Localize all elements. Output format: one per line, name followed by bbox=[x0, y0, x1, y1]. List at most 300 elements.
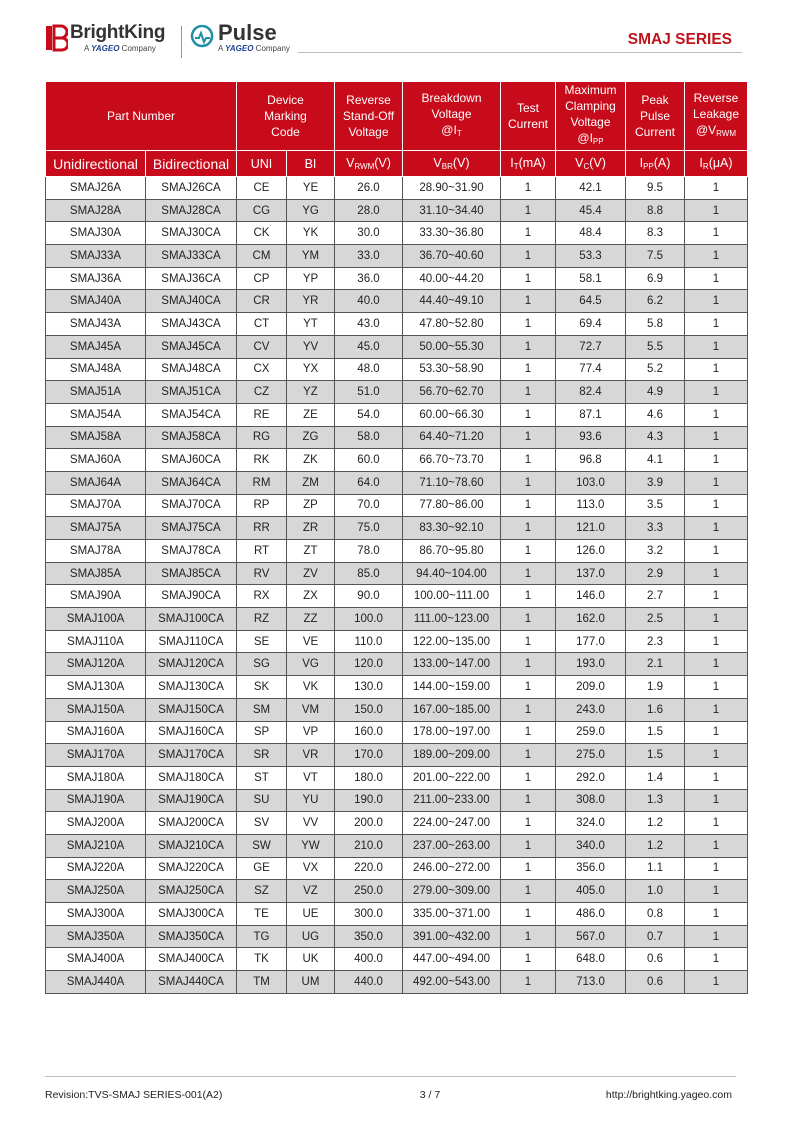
cell-bi-code: ZP bbox=[287, 494, 335, 517]
cell-vc: 292.0 bbox=[556, 766, 626, 789]
cell-ipp: 1.5 bbox=[626, 721, 685, 744]
col-peak-pulse: Peak Pulse Current bbox=[626, 82, 685, 151]
cell-bi-part: SMAJ78CA bbox=[146, 540, 237, 563]
table-row bbox=[46, 449, 748, 472]
cell-bi-code: VR bbox=[287, 744, 335, 767]
spec-table-body bbox=[46, 177, 748, 994]
cell-uni-part: SMAJ400A bbox=[46, 948, 146, 971]
cell-ir: 1 bbox=[685, 381, 748, 404]
cell-bi-code: YM bbox=[287, 245, 335, 268]
cell-vrwm: 350.0 bbox=[335, 925, 403, 948]
cell-bi-code: YX bbox=[287, 358, 335, 381]
cell-bi-part: SMAJ58CA bbox=[146, 426, 237, 449]
cell-vbr: 279.00~309.00 bbox=[403, 880, 501, 903]
table-row bbox=[46, 222, 748, 245]
cell-vbr: 28.90~31.90 bbox=[403, 177, 501, 200]
cell-uni-part: SMAJ45A bbox=[46, 335, 146, 358]
cell-vrwm: 160.0 bbox=[335, 721, 403, 744]
table-row bbox=[46, 381, 748, 404]
cell-uni-code: RP bbox=[237, 494, 287, 517]
cell-ir: 1 bbox=[685, 630, 748, 653]
cell-uni-part: SMAJ64A bbox=[46, 471, 146, 494]
cell-bi-part: SMAJ26CA bbox=[146, 177, 237, 200]
cell-ipp: 9.5 bbox=[626, 177, 685, 200]
cell-bi-part: SMAJ54CA bbox=[146, 403, 237, 426]
cell-vrwm: 36.0 bbox=[335, 267, 403, 290]
cell-ir: 1 bbox=[685, 177, 748, 200]
cell-vbr: 33.30~36.80 bbox=[403, 222, 501, 245]
cell-bi-code: YK bbox=[287, 222, 335, 245]
cell-vbr: 86.70~95.80 bbox=[403, 540, 501, 563]
cell-uni-part: SMAJ85A bbox=[46, 562, 146, 585]
cell-ipp: 2.9 bbox=[626, 562, 685, 585]
col-max-clamping: Maximum Clamping Voltage $@I_{PP}$ bbox=[556, 82, 626, 151]
cell-ipp: 1.3 bbox=[626, 789, 685, 812]
cell-bi-code: VM bbox=[287, 698, 335, 721]
cell-ir: 1 bbox=[685, 290, 748, 313]
cell-vc: 146.0 bbox=[556, 585, 626, 608]
cell-uni-code: SM bbox=[237, 698, 287, 721]
cell-vrwm: 90.0 bbox=[335, 585, 403, 608]
table-row bbox=[46, 676, 748, 699]
table-row bbox=[46, 358, 748, 381]
header-row bbox=[46, 82, 748, 151]
cell-it: 1 bbox=[501, 358, 556, 381]
cell-ipp: 2.7 bbox=[626, 585, 685, 608]
cell-it: 1 bbox=[501, 903, 556, 926]
sub-uni-code: UNI bbox=[237, 151, 287, 177]
table-row bbox=[46, 630, 748, 653]
cell-bi-code: VE bbox=[287, 630, 335, 653]
cell-it: 1 bbox=[501, 222, 556, 245]
cell-ipp: 4.9 bbox=[626, 381, 685, 404]
cell-vc: 87.1 bbox=[556, 403, 626, 426]
cell-vrwm: 300.0 bbox=[335, 903, 403, 926]
page-header bbox=[0, 0, 794, 70]
cell-vc: 82.4 bbox=[556, 381, 626, 404]
cell-vbr: 66.70~73.70 bbox=[403, 449, 501, 472]
cell-uni-part: SMAJ190A bbox=[46, 789, 146, 812]
cell-vrwm: 28.0 bbox=[335, 199, 403, 222]
cell-vbr: 47.80~52.80 bbox=[403, 313, 501, 336]
cell-it: 1 bbox=[501, 540, 556, 563]
cell-ipp: 0.6 bbox=[626, 971, 685, 994]
cell-it: 1 bbox=[501, 449, 556, 472]
cell-it: 1 bbox=[501, 857, 556, 880]
cell-vrwm: 78.0 bbox=[335, 540, 403, 563]
cell-vrwm: 400.0 bbox=[335, 948, 403, 971]
cell-it: 1 bbox=[501, 562, 556, 585]
cell-vrwm: 64.0 bbox=[335, 471, 403, 494]
cell-vc: 137.0 bbox=[556, 562, 626, 585]
cell-ipp: 4.3 bbox=[626, 426, 685, 449]
cell-it: 1 bbox=[501, 630, 556, 653]
cell-ipp: 1.5 bbox=[626, 744, 685, 767]
cell-uni-code: CP bbox=[237, 267, 287, 290]
footer-rule bbox=[45, 1076, 736, 1077]
cell-uni-code: GE bbox=[237, 857, 287, 880]
cell-ir: 1 bbox=[685, 903, 748, 926]
cell-bi-part: SMAJ400CA bbox=[146, 948, 237, 971]
cell-uni-part: SMAJ200A bbox=[46, 812, 146, 835]
cell-bi-code: VV bbox=[287, 812, 335, 835]
cell-vrwm: 180.0 bbox=[335, 766, 403, 789]
cell-bi-part: SMAJ90CA bbox=[146, 585, 237, 608]
cell-uni-part: SMAJ30A bbox=[46, 222, 146, 245]
cell-ipp: 0.7 bbox=[626, 925, 685, 948]
cell-uni-code: TK bbox=[237, 948, 287, 971]
cell-bi-code: UE bbox=[287, 903, 335, 926]
cell-ipp: 1.2 bbox=[626, 834, 685, 857]
table-row bbox=[46, 177, 748, 200]
cell-uni-code: CR bbox=[237, 290, 287, 313]
cell-vbr: 50.00~55.30 bbox=[403, 335, 501, 358]
cell-vrwm: 170.0 bbox=[335, 744, 403, 767]
cell-it: 1 bbox=[501, 177, 556, 200]
table-row bbox=[46, 721, 748, 744]
cell-ir: 1 bbox=[685, 948, 748, 971]
cell-bi-part: SMAJ70CA bbox=[146, 494, 237, 517]
cell-ir: 1 bbox=[685, 585, 748, 608]
cell-uni-part: SMAJ75A bbox=[46, 517, 146, 540]
cell-ipp: 1.9 bbox=[626, 676, 685, 699]
cell-uni-part: SMAJ120A bbox=[46, 653, 146, 676]
cell-bi-code: UG bbox=[287, 925, 335, 948]
cell-bi-part: SMAJ190CA bbox=[146, 789, 237, 812]
table-row bbox=[46, 834, 748, 857]
cell-it: 1 bbox=[501, 403, 556, 426]
cell-vrwm: 70.0 bbox=[335, 494, 403, 517]
cell-ir: 1 bbox=[685, 449, 748, 472]
cell-vc: 126.0 bbox=[556, 540, 626, 563]
table-row bbox=[46, 245, 748, 268]
cell-ir: 1 bbox=[685, 721, 748, 744]
cell-it: 1 bbox=[501, 698, 556, 721]
cell-bi-part: SMAJ51CA bbox=[146, 381, 237, 404]
cell-vbr: 122.00~135.00 bbox=[403, 630, 501, 653]
table-row bbox=[46, 653, 748, 676]
cell-ir: 1 bbox=[685, 698, 748, 721]
table-row bbox=[46, 517, 748, 540]
cell-it: 1 bbox=[501, 494, 556, 517]
table-row bbox=[46, 925, 748, 948]
sub-bi-code: BI bbox=[287, 151, 335, 177]
cell-uni-part: SMAJ160A bbox=[46, 721, 146, 744]
cell-bi-part: SMAJ64CA bbox=[146, 471, 237, 494]
table-row bbox=[46, 199, 748, 222]
cell-bi-part: SMAJ33CA bbox=[146, 245, 237, 268]
cell-vbr: 492.00~543.00 bbox=[403, 971, 501, 994]
cell-bi-code: YR bbox=[287, 290, 335, 313]
cell-vrwm: 30.0 bbox=[335, 222, 403, 245]
brightking-mark-icon bbox=[46, 24, 68, 52]
sub-bidirectional: Bidirectional bbox=[146, 151, 237, 177]
cell-vrwm: 130.0 bbox=[335, 676, 403, 699]
cell-vrwm: 60.0 bbox=[335, 449, 403, 472]
cell-bi-code: YE bbox=[287, 177, 335, 200]
cell-vbr: 64.40~71.20 bbox=[403, 426, 501, 449]
cell-vc: 93.6 bbox=[556, 426, 626, 449]
cell-ir: 1 bbox=[685, 562, 748, 585]
cell-it: 1 bbox=[501, 744, 556, 767]
cell-uni-part: SMAJ350A bbox=[46, 925, 146, 948]
cell-uni-part: SMAJ54A bbox=[46, 403, 146, 426]
cell-uni-part: SMAJ300A bbox=[46, 903, 146, 926]
cell-vbr: 71.10~78.60 bbox=[403, 471, 501, 494]
cell-uni-code: CV bbox=[237, 335, 287, 358]
cell-uni-code: SE bbox=[237, 630, 287, 653]
cell-vc: 72.7 bbox=[556, 335, 626, 358]
cell-ipp: 7.5 bbox=[626, 245, 685, 268]
cell-vbr: 60.00~66.30 bbox=[403, 403, 501, 426]
cell-bi-part: SMAJ36CA bbox=[146, 267, 237, 290]
cell-uni-code: SZ bbox=[237, 880, 287, 903]
cell-bi-code: ZE bbox=[287, 403, 335, 426]
cell-ir: 1 bbox=[685, 608, 748, 631]
cell-vc: 275.0 bbox=[556, 744, 626, 767]
cell-it: 1 bbox=[501, 471, 556, 494]
cell-uni-code: RG bbox=[237, 426, 287, 449]
cell-vrwm: 45.0 bbox=[335, 335, 403, 358]
website-link[interactable]: http://brightking.yageo.com bbox=[605, 1089, 732, 1101]
cell-bi-part: SMAJ200CA bbox=[146, 812, 237, 835]
cell-vc: 162.0 bbox=[556, 608, 626, 631]
cell-vbr: 167.00~185.00 bbox=[403, 698, 501, 721]
cell-it: 1 bbox=[501, 676, 556, 699]
cell-vrwm: 190.0 bbox=[335, 789, 403, 812]
cell-vc: 209.0 bbox=[556, 676, 626, 699]
table-row bbox=[46, 744, 748, 767]
col-breakdown-voltage: Breakdown Voltage $@I_T$ bbox=[403, 82, 501, 151]
cell-vc: 340.0 bbox=[556, 834, 626, 857]
cell-vc: 648.0 bbox=[556, 948, 626, 971]
cell-it: 1 bbox=[501, 834, 556, 857]
cell-bi-code: ZZ bbox=[287, 608, 335, 631]
cell-uni-part: SMAJ36A bbox=[46, 267, 146, 290]
cell-ir: 1 bbox=[685, 358, 748, 381]
cell-it: 1 bbox=[501, 381, 556, 404]
table-row bbox=[46, 903, 748, 926]
cell-vrwm: 33.0 bbox=[335, 245, 403, 268]
sub-unidirectional: Unidirectional bbox=[46, 151, 146, 177]
cell-vrwm: 54.0 bbox=[335, 403, 403, 426]
cell-ir: 1 bbox=[685, 971, 748, 994]
col-part-number: Part Number bbox=[46, 82, 237, 151]
cell-it: 1 bbox=[501, 517, 556, 540]
cell-vc: 713.0 bbox=[556, 971, 626, 994]
cell-ipp: 3.5 bbox=[626, 494, 685, 517]
cell-vc: 121.0 bbox=[556, 517, 626, 540]
cell-ipp: 1.4 bbox=[626, 766, 685, 789]
sub-vrwm: $V_{RWM}(V)$ bbox=[335, 151, 403, 177]
cell-it: 1 bbox=[501, 290, 556, 313]
cell-uni-part: SMAJ78A bbox=[46, 540, 146, 563]
sub-ipp: $I_{PP}(A)$ bbox=[626, 151, 685, 177]
brightking-subtitle: A YAGEO Company bbox=[84, 44, 156, 53]
pulse-name: Pulse bbox=[218, 20, 277, 45]
cell-ir: 1 bbox=[685, 199, 748, 222]
cell-uni-part: SMAJ28A bbox=[46, 199, 146, 222]
cell-vrwm: 100.0 bbox=[335, 608, 403, 631]
cell-uni-code: CM bbox=[237, 245, 287, 268]
cell-vbr: 133.00~147.00 bbox=[403, 653, 501, 676]
logo-divider bbox=[181, 26, 182, 58]
cell-vc: 177.0 bbox=[556, 630, 626, 653]
cell-it: 1 bbox=[501, 925, 556, 948]
cell-uni-part: SMAJ440A bbox=[46, 971, 146, 994]
cell-uni-part: SMAJ90A bbox=[46, 585, 146, 608]
cell-uni-part: SMAJ51A bbox=[46, 381, 146, 404]
cell-ipp: 4.6 bbox=[626, 403, 685, 426]
cell-ir: 1 bbox=[685, 789, 748, 812]
cell-ipp: 0.6 bbox=[626, 948, 685, 971]
cell-vbr: 391.00~432.00 bbox=[403, 925, 501, 948]
cell-vc: 64.5 bbox=[556, 290, 626, 313]
cell-bi-code: YW bbox=[287, 834, 335, 857]
cell-vbr: 53.30~58.90 bbox=[403, 358, 501, 381]
cell-vc: 45.4 bbox=[556, 199, 626, 222]
cell-vrwm: 40.0 bbox=[335, 290, 403, 313]
cell-ir: 1 bbox=[685, 653, 748, 676]
cell-bi-part: SMAJ110CA bbox=[146, 630, 237, 653]
cell-vbr: 56.70~62.70 bbox=[403, 381, 501, 404]
table-row bbox=[46, 290, 748, 313]
cell-bi-code: UM bbox=[287, 971, 335, 994]
cell-ipp: 1.2 bbox=[626, 812, 685, 835]
cell-uni-code: SW bbox=[237, 834, 287, 857]
cell-uni-part: SMAJ70A bbox=[46, 494, 146, 517]
cell-uni-code: CK bbox=[237, 222, 287, 245]
cell-uni-part: SMAJ58A bbox=[46, 426, 146, 449]
cell-uni-code: TG bbox=[237, 925, 287, 948]
cell-uni-part: SMAJ40A bbox=[46, 290, 146, 313]
cell-uni-code: RZ bbox=[237, 608, 287, 631]
cell-uni-code: RK bbox=[237, 449, 287, 472]
cell-bi-part: SMAJ43CA bbox=[146, 313, 237, 336]
col-reverse-leakage: Reverse Leakage $@V_{RWM}$ bbox=[685, 82, 748, 151]
cell-vc: 48.4 bbox=[556, 222, 626, 245]
cell-bi-part: SMAJ30CA bbox=[146, 222, 237, 245]
cell-ir: 1 bbox=[685, 335, 748, 358]
cell-vc: 103.0 bbox=[556, 471, 626, 494]
cell-vbr: 178.00~197.00 bbox=[403, 721, 501, 744]
header-rule bbox=[298, 52, 742, 53]
cell-ir: 1 bbox=[685, 426, 748, 449]
sub-vc: $V_C(V)$ bbox=[556, 151, 626, 177]
cell-ipp: 1.0 bbox=[626, 880, 685, 903]
cell-ipp: 8.3 bbox=[626, 222, 685, 245]
cell-uni-code: TE bbox=[237, 903, 287, 926]
table-row bbox=[46, 471, 748, 494]
cell-uni-code: RX bbox=[237, 585, 287, 608]
table-row bbox=[46, 789, 748, 812]
cell-vbr: 144.00~159.00 bbox=[403, 676, 501, 699]
cell-it: 1 bbox=[501, 812, 556, 835]
cell-bi-part: SMAJ130CA bbox=[146, 676, 237, 699]
cell-vc: 53.3 bbox=[556, 245, 626, 268]
cell-ipp: 0.8 bbox=[626, 903, 685, 926]
cell-bi-code: YG bbox=[287, 199, 335, 222]
cell-vrwm: 120.0 bbox=[335, 653, 403, 676]
cell-vrwm: 43.0 bbox=[335, 313, 403, 336]
cell-ipp: 2.3 bbox=[626, 630, 685, 653]
table-row bbox=[46, 267, 748, 290]
table-row bbox=[46, 948, 748, 971]
cell-ir: 1 bbox=[685, 245, 748, 268]
table-row bbox=[46, 562, 748, 585]
cell-ir: 1 bbox=[685, 540, 748, 563]
cell-vc: 243.0 bbox=[556, 698, 626, 721]
cell-vc: 405.0 bbox=[556, 880, 626, 903]
cell-uni-part: SMAJ48A bbox=[46, 358, 146, 381]
cell-ir: 1 bbox=[685, 880, 748, 903]
cell-uni-part: SMAJ110A bbox=[46, 630, 146, 653]
cell-ipp: 2.5 bbox=[626, 608, 685, 631]
cell-uni-code: TM bbox=[237, 971, 287, 994]
table-row bbox=[46, 857, 748, 880]
cell-vc: 77.4 bbox=[556, 358, 626, 381]
cell-ipp: 3.2 bbox=[626, 540, 685, 563]
sub-it: $I_T(mA)$ bbox=[501, 151, 556, 177]
cell-ipp: 4.1 bbox=[626, 449, 685, 472]
sub-ir: $I_R(\mu A)$ bbox=[685, 151, 748, 177]
cell-ir: 1 bbox=[685, 812, 748, 835]
cell-bi-part: SMAJ350CA bbox=[146, 925, 237, 948]
cell-bi-part: SMAJ40CA bbox=[146, 290, 237, 313]
cell-uni-code: RV bbox=[237, 562, 287, 585]
cell-ipp: 2.1 bbox=[626, 653, 685, 676]
cell-it: 1 bbox=[501, 335, 556, 358]
cell-uni-code: SP bbox=[237, 721, 287, 744]
cell-it: 1 bbox=[501, 608, 556, 631]
cell-vrwm: 110.0 bbox=[335, 630, 403, 653]
cell-it: 1 bbox=[501, 653, 556, 676]
cell-bi-part: SMAJ160CA bbox=[146, 721, 237, 744]
cell-uni-code: CG bbox=[237, 199, 287, 222]
cell-uni-code: RE bbox=[237, 403, 287, 426]
cell-it: 1 bbox=[501, 313, 556, 336]
cell-it: 1 bbox=[501, 721, 556, 744]
cell-ir: 1 bbox=[685, 857, 748, 880]
cell-uni-part: SMAJ100A bbox=[46, 608, 146, 631]
table-row bbox=[46, 313, 748, 336]
cell-vbr: 83.30~92.10 bbox=[403, 517, 501, 540]
cell-bi-part: SMAJ85CA bbox=[146, 562, 237, 585]
cell-uni-code: SK bbox=[237, 676, 287, 699]
cell-it: 1 bbox=[501, 585, 556, 608]
cell-uni-code: RT bbox=[237, 540, 287, 563]
cell-vrwm: 220.0 bbox=[335, 857, 403, 880]
cell-bi-code: VZ bbox=[287, 880, 335, 903]
cell-bi-part: SMAJ150CA bbox=[146, 698, 237, 721]
cell-bi-code: YZ bbox=[287, 381, 335, 404]
cell-ir: 1 bbox=[685, 403, 748, 426]
cell-bi-code: VT bbox=[287, 766, 335, 789]
cell-vbr: 224.00~247.00 bbox=[403, 812, 501, 835]
cell-uni-code: SV bbox=[237, 812, 287, 835]
cell-uni-part: SMAJ180A bbox=[46, 766, 146, 789]
cell-it: 1 bbox=[501, 199, 556, 222]
cell-bi-code: YT bbox=[287, 313, 335, 336]
cell-vrwm: 58.0 bbox=[335, 426, 403, 449]
cell-vbr: 211.00~233.00 bbox=[403, 789, 501, 812]
table-row bbox=[46, 971, 748, 994]
cell-vbr: 246.00~272.00 bbox=[403, 857, 501, 880]
cell-vc: 113.0 bbox=[556, 494, 626, 517]
cell-vc: 193.0 bbox=[556, 653, 626, 676]
cell-vrwm: 26.0 bbox=[335, 177, 403, 200]
cell-bi-part: SMAJ300CA bbox=[146, 903, 237, 926]
